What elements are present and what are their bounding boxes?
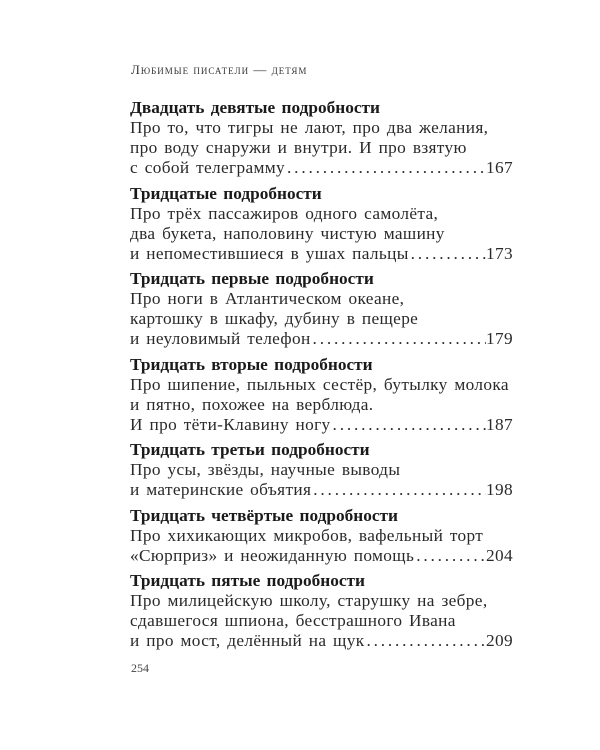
toc-entry-description-line: про воду снаружи и внутри. И про взятую <box>130 138 467 157</box>
toc-entry-title: Тридцать пятые подробности <box>130 571 366 590</box>
toc-entry-page-number: 209 <box>486 631 513 650</box>
toc-entry-description-line: картошку в шкафу, дубину в пещере <box>130 309 419 328</box>
toc-entry-description-line: и про мост, делённый на щук <box>130 631 365 650</box>
toc-entry-description-line: и материнские объятия <box>130 480 312 499</box>
toc-entry-description-line: Про усы, звёзды, научные выводы <box>130 460 401 479</box>
toc-entry-description-line: Про трёх пассажиров одного самолёта, <box>130 203 439 223</box>
toc-entry-description-line: Про милицейскую школу, старушку на зебре, <box>130 591 488 610</box>
toc-entry-description-line: с собой телеграмму <box>130 158 286 177</box>
dot-leader <box>285 158 486 178</box>
toc-entry-description-line: два букета, наполовину чистую машину <box>130 223 445 243</box>
toc-entry-title: Тридцать четвёртые подробности <box>130 505 398 525</box>
dot-leader <box>409 244 486 264</box>
table-of-contents <box>130 98 513 657</box>
toc-entry-description-line: и непоместившиеся в ушах пальцы <box>130 243 409 263</box>
toc-entry-page-number: 179 <box>486 329 513 348</box>
toc-entry-description-line: сдавшегося шпиона, бесстрашного Ивана <box>130 611 456 630</box>
toc-entry-title: Двадцать девятые подробности <box>130 98 380 117</box>
toc-entry-description-line: и неуловимый телефон <box>130 329 311 348</box>
toc-entry-last-line <box>130 631 513 651</box>
toc-entry-page-number: 167 <box>486 158 513 177</box>
toc-entry <box>130 571 513 651</box>
toc-entry-description-line: Про ноги в Атлантическом океане, <box>130 289 405 308</box>
toc-entry-last-line <box>130 480 513 500</box>
dot-leader <box>414 546 486 566</box>
toc-entry <box>130 506 513 566</box>
toc-entry <box>130 184 513 264</box>
toc-entry-description-line: «Сюрприз» и неожиданную помощь <box>130 545 415 565</box>
toc-entry-page-number: 204 <box>486 545 513 565</box>
dot-leader <box>311 480 486 500</box>
toc-entry-last-line <box>130 158 513 178</box>
toc-entry-description-line: и пятно, похожее на верблюда. <box>130 394 374 414</box>
toc-entry-description-line: И про тёти-Клавину ногу <box>130 414 331 434</box>
toc-entry-last-line <box>130 329 513 349</box>
toc-entry-description-line: Про хихикающих микробов, вафельный торт <box>130 525 484 545</box>
toc-entry <box>130 440 513 500</box>
toc-entry-title: Тридцать вторые подробности <box>130 354 373 374</box>
toc-entry <box>130 355 513 435</box>
dot-leader <box>311 329 486 349</box>
dot-leader <box>364 631 486 651</box>
toc-entry-page-number: 173 <box>486 243 513 263</box>
toc-entry-last-line <box>130 244 513 264</box>
toc-entry <box>130 98 513 178</box>
running-title: Любимые писатели — детям <box>131 62 308 77</box>
toc-entry-page-number: 187 <box>486 414 513 434</box>
toc-entry-title: Тридцать первые подробности <box>130 269 374 288</box>
toc-entry-last-line <box>130 546 513 566</box>
toc-entry-title: Тридцатые подробности <box>130 183 322 203</box>
dot-leader <box>331 415 486 435</box>
toc-entry-description-line: Про то, что тигры не лают, про два желания, <box>130 118 489 137</box>
toc-entry-page-number: 198 <box>486 480 513 499</box>
page-number: 254 <box>131 661 149 675</box>
toc-entry-title: Тридцать третьи подробности <box>130 440 370 459</box>
toc-entry <box>130 269 513 349</box>
toc-entry-last-line <box>130 415 513 435</box>
toc-entry-description-line: Про шипение, пыльных сестёр, бутылку молока <box>130 374 509 394</box>
